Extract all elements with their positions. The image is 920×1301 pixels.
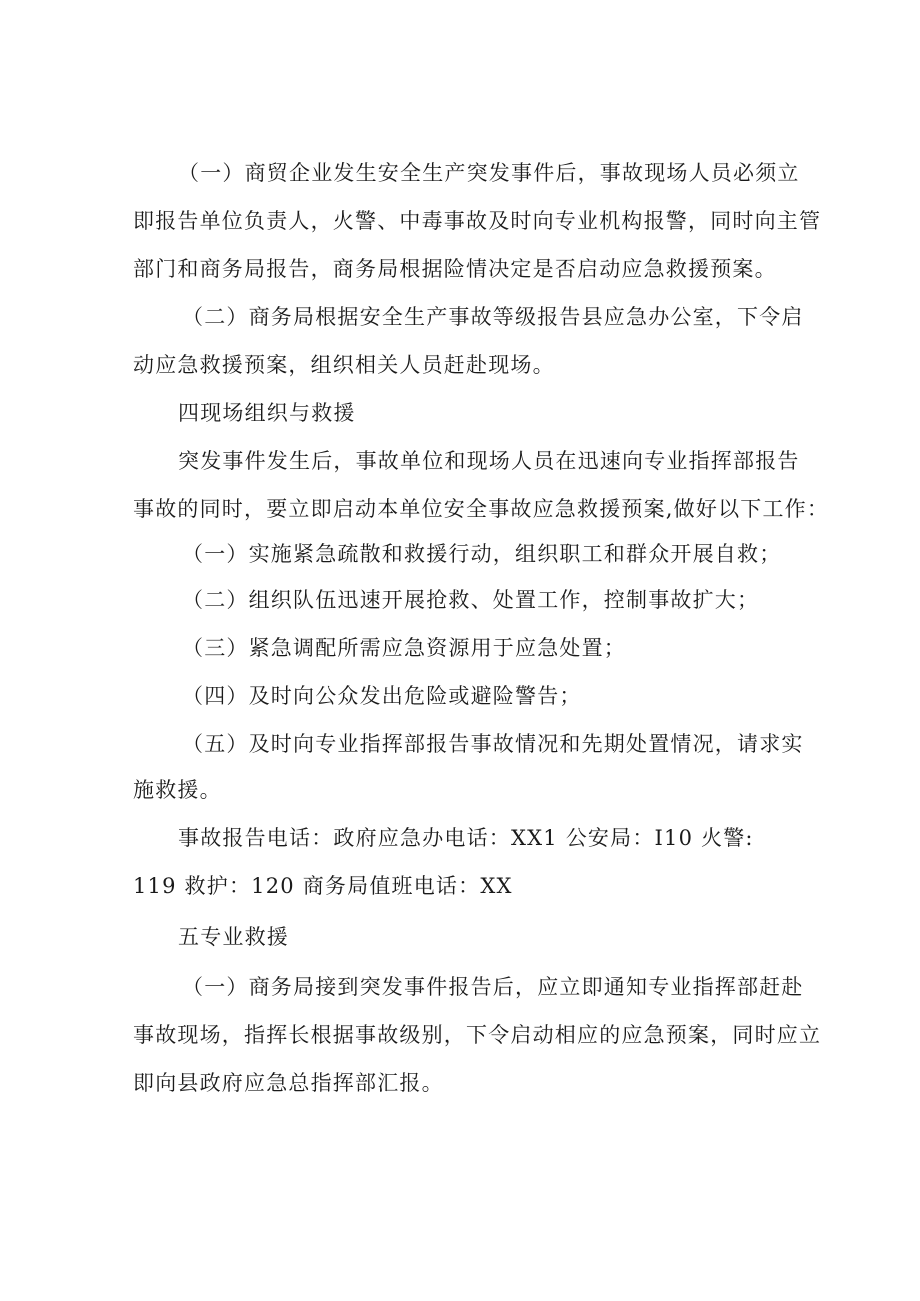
phone-line: 事故报告电话：政府应急办电话：XX1 公安局：I10 火警: <box>178 826 754 850</box>
paragraph-line: 事故现场，指挥长根据事故级别，下令启动相应的应急预案，同时应立 <box>133 1023 822 1047</box>
list-item: （三）紧急调配所需应急资源用于应急处置； <box>182 636 626 660</box>
paragraph-line: 即报告单位负责人，火警、中毒事故及时向专业机构报警，同时向主管 <box>133 209 822 233</box>
paragraph-line: 突发事件发生后，事故单位和现场人员在迅速向专业指挥部报告 <box>178 449 800 473</box>
paragraph-line: （一）商务局接到突发事件报告后，应立即通知专业指挥部赶赴 <box>182 975 804 999</box>
list-item: （一）实施紧急疏散和救援行动，组织职工和群众开展自救； <box>182 542 782 566</box>
list-item: （二）组织队伍迅速开展抢救、处置工作，控制事故扩大； <box>182 588 760 612</box>
list-item: （四）及时向公众发出危险或避险警告； <box>182 684 582 708</box>
paragraph-line: 即向县政府应急总指挥部汇报。 <box>133 1071 444 1095</box>
paragraph-line: 动应急救援预案，组织相关人员赶赴现场。 <box>133 353 555 377</box>
section-heading: 五专业救援 <box>178 925 289 949</box>
paragraph-line: 施救援。 <box>133 778 222 802</box>
paragraph-line: （二）商务局根据安全生产事故等级报告县应急办公室，下令启 <box>182 305 804 329</box>
paragraph-line: 事故的同时，要立即启动本单位安全事故应急救援预案,做好以下工作： <box>133 497 830 521</box>
section-heading: 四现场组织与救援 <box>178 401 356 425</box>
paragraph-line: 部门和商务局报告，商务局根据险情决定是否启动应急救援预案。 <box>133 257 777 281</box>
paragraph-line: （一）商贸企业发生安全生产突发事件后，事故现场人员必须立 <box>178 161 800 185</box>
phone-line: 119 救护：120 商务局值班电话：XX <box>133 874 513 898</box>
list-item: （五）及时向专业指挥部报告事故情况和先期处置情况，请求实 <box>182 732 804 756</box>
